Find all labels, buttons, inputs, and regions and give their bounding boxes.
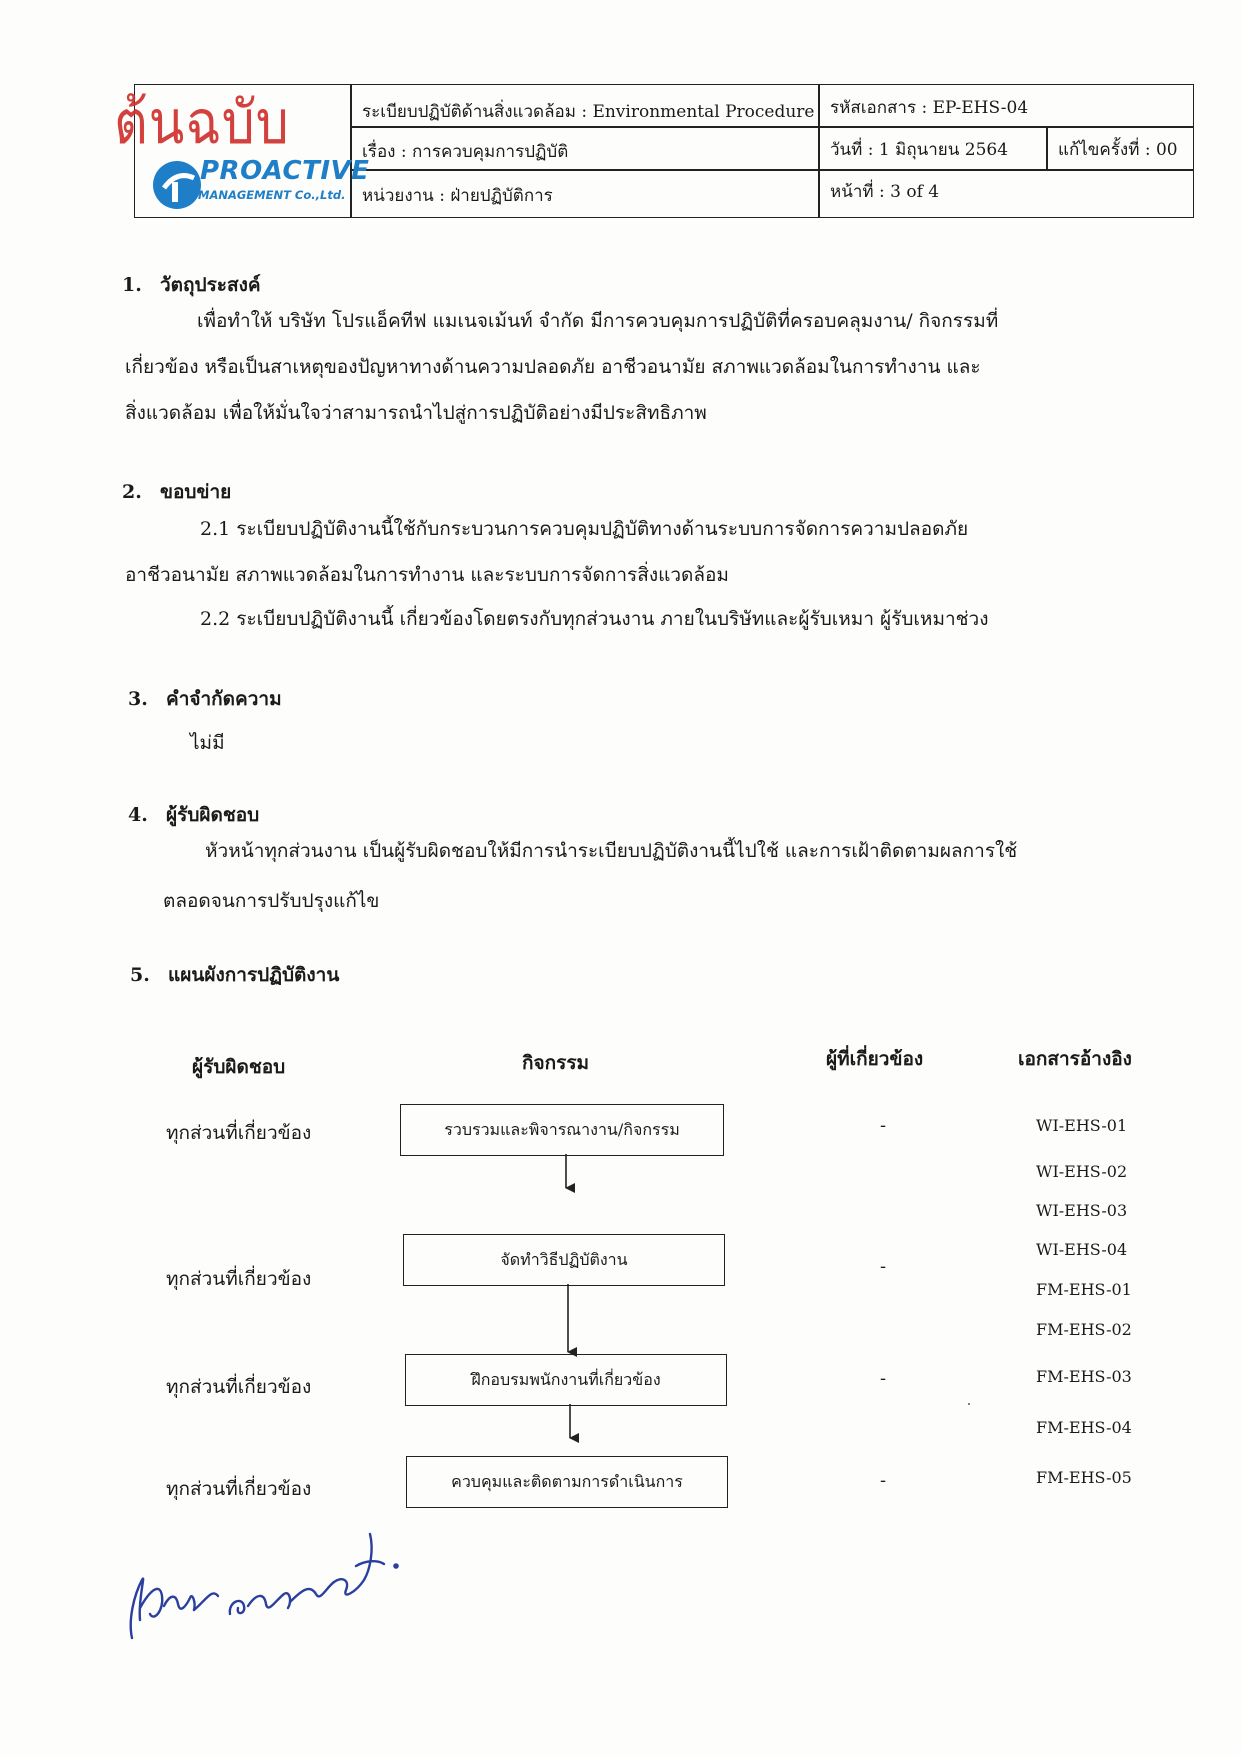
section-title: ขอบข่าย bbox=[160, 481, 232, 503]
document-date: วันที่ : 1 มิถุนายน 2564 bbox=[830, 140, 1009, 160]
section-number: 5. bbox=[130, 964, 150, 986]
flow-step-box bbox=[405, 1354, 727, 1406]
responsible-line-2: ตลอดจนการปรับปรุงแก้ไข bbox=[163, 890, 380, 912]
flow-step-box bbox=[406, 1456, 728, 1508]
section-scope-heading bbox=[122, 477, 231, 507]
section-responsible-heading bbox=[128, 800, 259, 830]
section-title: วัตถุประสงค์ bbox=[160, 274, 261, 296]
company-name: PROACTIVE bbox=[200, 156, 370, 186]
flow-step-responsible: ทุกส่วนที่เกี่ยวข้อง bbox=[166, 1478, 312, 1500]
company-subname: MANAGEMENT Co.,Ltd. bbox=[198, 188, 346, 202]
flow-step-involved: - bbox=[880, 1115, 887, 1136]
scan-speck bbox=[968, 1403, 970, 1405]
reference-doc: FM-EHS-03 bbox=[1036, 1367, 1132, 1386]
scope-line-1: 2.1 ระเบียบปฏิบัติงานนี้ใช้กับกระบวนการควบคุมปฏิบัติทางด้านระบบการจัดการความปลอดภัย bbox=[200, 518, 969, 540]
responsible-line-1: หัวหน้าทุกส่วนงาน เป็นผู้รับผิดชอบให้มีการนำระเบียบปฏิบัติงานนี้ไปใช้ และการเฝ้าติดตามผลการใช้ bbox=[205, 840, 1018, 862]
flow-header-responsible: ผู้รับผิดชอบ bbox=[192, 1056, 286, 1078]
original-copy-stamp: ต้นฉบับ bbox=[114, 88, 290, 158]
reference-doc: WI-EHS-02 bbox=[1036, 1162, 1128, 1181]
objective-line-1: เพื่อทำให้ บริษัท โปรแอ็คทีฟ แมเนจเม้นท์ จำกัด มีการควบคุมการปฏิบัติที่ครอบคลุมงาน/ กิจกรรมที่ bbox=[197, 310, 999, 332]
definition-line-1: ไม่มี bbox=[190, 732, 225, 754]
flow-step-responsible: ทุกส่วนที่เกี่ยวข้อง bbox=[166, 1376, 312, 1398]
flow-step-involved: - bbox=[880, 1368, 887, 1389]
reference-doc: WI-EHS-03 bbox=[1036, 1201, 1128, 1220]
section-number: 1. bbox=[122, 274, 142, 296]
page-number: หน้าที่ : 3 of 4 bbox=[830, 182, 940, 202]
handwritten-signature bbox=[120, 1510, 420, 1650]
section-flowchart-heading bbox=[130, 960, 339, 990]
scope-line-3: 2.2 ระเบียบปฏิบัติงานนี้ เกี่ยวข้องโดยตรงกับทุกส่วนงาน ภายในบริษัทและผู้รับเหมา ผู้รับเหมาช่วง bbox=[200, 608, 989, 630]
flow-step-activity: จัดทำวิธีปฏิบัติงาน bbox=[500, 1249, 628, 1269]
scope-line-2: อาชีวอนามัย สภาพแวดล้อมในการทำงาน และระบบการจัดการสิ่งแวดล้อม bbox=[125, 564, 729, 586]
flow-step-box bbox=[400, 1104, 724, 1156]
document-header bbox=[114, 74, 1194, 218]
section-number: 4. bbox=[128, 804, 148, 826]
flow-step-activity: รวบรวมและพิจารณางาน/กิจกรรม bbox=[444, 1119, 680, 1139]
flow-header-reference: เอกสารอ้างอิง bbox=[1018, 1048, 1132, 1070]
flow-step-box bbox=[403, 1234, 725, 1286]
section-title: ผู้รับผิดชอบ bbox=[166, 804, 260, 826]
reference-doc: WI-EHS-04 bbox=[1036, 1240, 1128, 1259]
reference-doc: FM-EHS-04 bbox=[1036, 1418, 1132, 1437]
procedure-title: ระเบียบปฏิบัติด้านสิ่งแวดล้อม : Environmental Procedure bbox=[362, 102, 815, 122]
flow-step-activity: ควบคุมและติดตามการดำเนินการ bbox=[451, 1471, 683, 1491]
flow-step-involved: - bbox=[880, 1470, 887, 1491]
reference-doc: FM-EHS-01 bbox=[1036, 1280, 1132, 1299]
revision-number: แก้ไขครั้งที่ : 00 bbox=[1058, 140, 1178, 160]
section-title: แผนผังการปฏิบัติงาน bbox=[168, 964, 340, 986]
flow-header-activity: กิจกรรม bbox=[522, 1052, 590, 1074]
reference-doc: FM-EHS-02 bbox=[1036, 1320, 1132, 1339]
section-number: 3. bbox=[128, 688, 148, 710]
proactive-logo-icon bbox=[150, 158, 204, 212]
document-subject: เรื่อง : การควบคุมการปฏิบัติ bbox=[362, 142, 569, 162]
objective-line-2: เกี่ยวข้อง หรือเป็นสาเหตุของปัญหาทางด้านความปลอดภัย อาชีวอนามัย สภาพแวดล้อมในการทำงาน และ bbox=[125, 356, 981, 378]
flow-step-responsible: ทุกส่วนที่เกี่ยวข้อง bbox=[166, 1122, 312, 1144]
reference-doc: WI-EHS-01 bbox=[1036, 1116, 1128, 1135]
flow-step-involved: - bbox=[880, 1256, 887, 1277]
flow-header-involved: ผู้ที่เกี่ยวข้อง bbox=[826, 1048, 924, 1070]
department: หน่วยงาน : ฝ่ายปฏิบัติการ bbox=[362, 186, 553, 206]
objective-line-3: สิ่งแวดล้อม เพื่อให้มั่นใจว่าสามารถนำไปสู่การปฏิบัติอย่างมีประสิทธิภาพ bbox=[125, 402, 707, 424]
flow-step-activity: ฝึกอบรมพนักงานที่เกี่ยวข้อง bbox=[471, 1369, 661, 1389]
document-code: รหัสเอกสาร : EP-EHS-04 bbox=[830, 98, 1029, 118]
section-objective-heading bbox=[122, 270, 261, 300]
section-title: คำจำกัดความ bbox=[166, 688, 282, 710]
section-definition-heading bbox=[128, 684, 282, 714]
company-logo bbox=[114, 74, 370, 216]
section-number: 2. bbox=[122, 481, 142, 503]
reference-doc: FM-EHS-05 bbox=[1036, 1468, 1132, 1487]
flow-step-responsible: ทุกส่วนที่เกี่ยวข้อง bbox=[166, 1268, 312, 1290]
